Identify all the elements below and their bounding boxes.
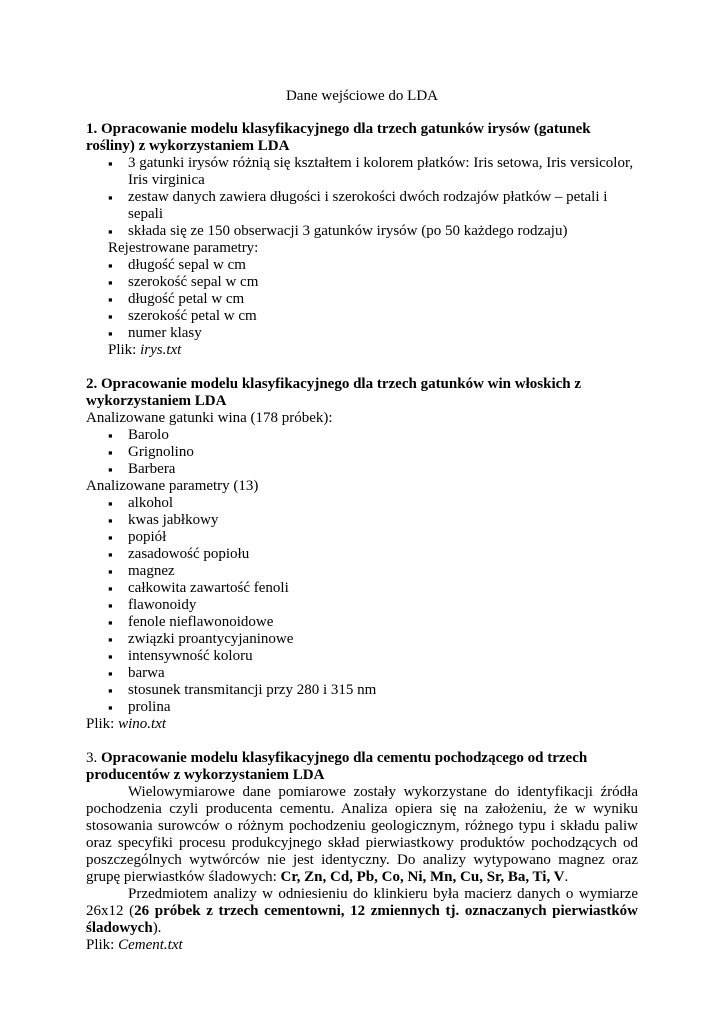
list-item: ▪ kwas jabłkowy [86, 512, 638, 529]
list-item: ▪ Barolo [86, 427, 638, 444]
file-name: irys.txt [140, 342, 182, 358]
section-2-file [86, 716, 638, 733]
paragraph-end: . [564, 869, 569, 885]
list-item: ▪ popiół [86, 529, 638, 546]
section-1-heading: 1. Opracowanie modelu klasyfikacyjnego dla trzech gatunków irysów (gatunek rośliny) z wykorzystaniem LDA [86, 121, 591, 154]
list-item: ▪ długość petal w cm [86, 291, 638, 308]
list-item: ▪ zasadowość popiołu [86, 546, 638, 563]
paragraph-bold: Cr, Zn, Cd, Pb, Co, Ni, Mn, Cu, Sr, Ba, Ti, V [280, 869, 565, 885]
list-item: ▪ 3 gatunki irysów różnią się kształtem i kolorem płatków: Iris setowa, Iris versicolor, Iris virginica [86, 155, 638, 189]
section-3-paragraph-2 [86, 886, 638, 937]
list-item: ▪ numer klasy [86, 325, 638, 342]
paragraph-text: Przedmiotem analizy w odniesieniu do klinkieru była macierz danych o wymiarze 26x12 ( [86, 886, 638, 919]
section-1-params-label: Rejestrowane parametry: [108, 240, 259, 256]
section-2-heading: 2. Opracowanie modelu klasyfikacyjnego dla trzech gatunków win włoskich z wykorzystaniem LDA [86, 376, 582, 409]
list-item: ▪ intensywność koloru [86, 648, 638, 665]
list-item: ▪ zestaw danych zawiera długości i szerokości dwóch rodzajów płatków – petali i sepali [86, 189, 638, 223]
list-item: ▪ całkowita zawartość fenoli [86, 580, 638, 597]
list-item: ▪ magnez [86, 563, 638, 580]
list-item: ▪ fenole nieflawonoidowe [86, 614, 638, 631]
section-3-heading: Opracowanie modelu klasyfikacyjnego dla cementu pochodzącego od trzech producentów z wykorzystaniem LDA [86, 750, 588, 783]
section-1-params [86, 257, 638, 342]
file-name: wino.txt [118, 716, 167, 732]
document-body [86, 121, 638, 954]
list-item: ▪ prolina [86, 699, 638, 716]
section-2-params [86, 495, 638, 716]
section-2-varieties [86, 427, 638, 478]
section-3-number: 3. [86, 750, 101, 766]
list-item: ▪ alkohol [86, 495, 638, 512]
list-item: ▪ flawonoidy [86, 597, 638, 614]
file-label: Plik: [86, 716, 119, 732]
file-name: Cement.txt [118, 937, 183, 953]
section-3-paragraph-1 [86, 784, 638, 886]
list-item: ▪ długość sepal w cm [86, 257, 638, 274]
list-item: ▪ Grignolino [86, 444, 638, 461]
section-1 [86, 121, 638, 359]
list-item: ▪ barwa [86, 665, 638, 682]
file-label: Plik: [108, 342, 141, 358]
paragraph-text: Wielowymiarowe dane pomiarowe zostały wykorzystane do identyfikacji źródła pochodzenia czyli producenta cementu. Analiza opiera się na założeniu, że w wyniku stosowania surowców o różnym pochodzeniu geologicznym, różnego typu i składu paliw oraz specyfiki procesu produkcyjnego skład pierwiastkowy produktów pochodzących od poszczególnych wytwórców nie jest identyczny. Do analizy wytypowano magnez oraz grupę pierwiastków śladowych: [86, 784, 638, 885]
section-2-params-label: Analizowane parametry (13) [86, 478, 259, 494]
section-1-file [86, 342, 638, 359]
list-item: ▪ szerokość petal w cm [86, 308, 638, 325]
list-item: ▪ składa się ze 150 obserwacji 3 gatunków irysów (po 50 każdego rodzaju) [86, 223, 638, 240]
list-item: ▪ związki proantycyjaninowe [86, 631, 638, 648]
list-item: ▪ Barbera [86, 461, 638, 478]
section-2-varieties-label: Analizowane gatunki wina (178 próbek): [86, 410, 333, 426]
section-3-file [86, 937, 638, 954]
list-item: ▪ szerokość sepal w cm [86, 274, 638, 291]
file-label: Plik: [86, 937, 119, 953]
page-title: Dane wejściowe do LDA [285, 88, 439, 104]
section-2 [86, 376, 638, 733]
paragraph-end: ). [152, 920, 162, 936]
paragraph-bold: 26 próbek z trzech cementowni, 12 zmiennych tj. oznaczanych pierwiastków śladowych [86, 903, 638, 936]
list-item: ▪ stosunek transmitancji przy 280 i 315 nm [86, 682, 638, 699]
section-3-heading-line [86, 750, 638, 784]
section-1-bullets [86, 155, 638, 240]
section-3 [86, 750, 638, 954]
